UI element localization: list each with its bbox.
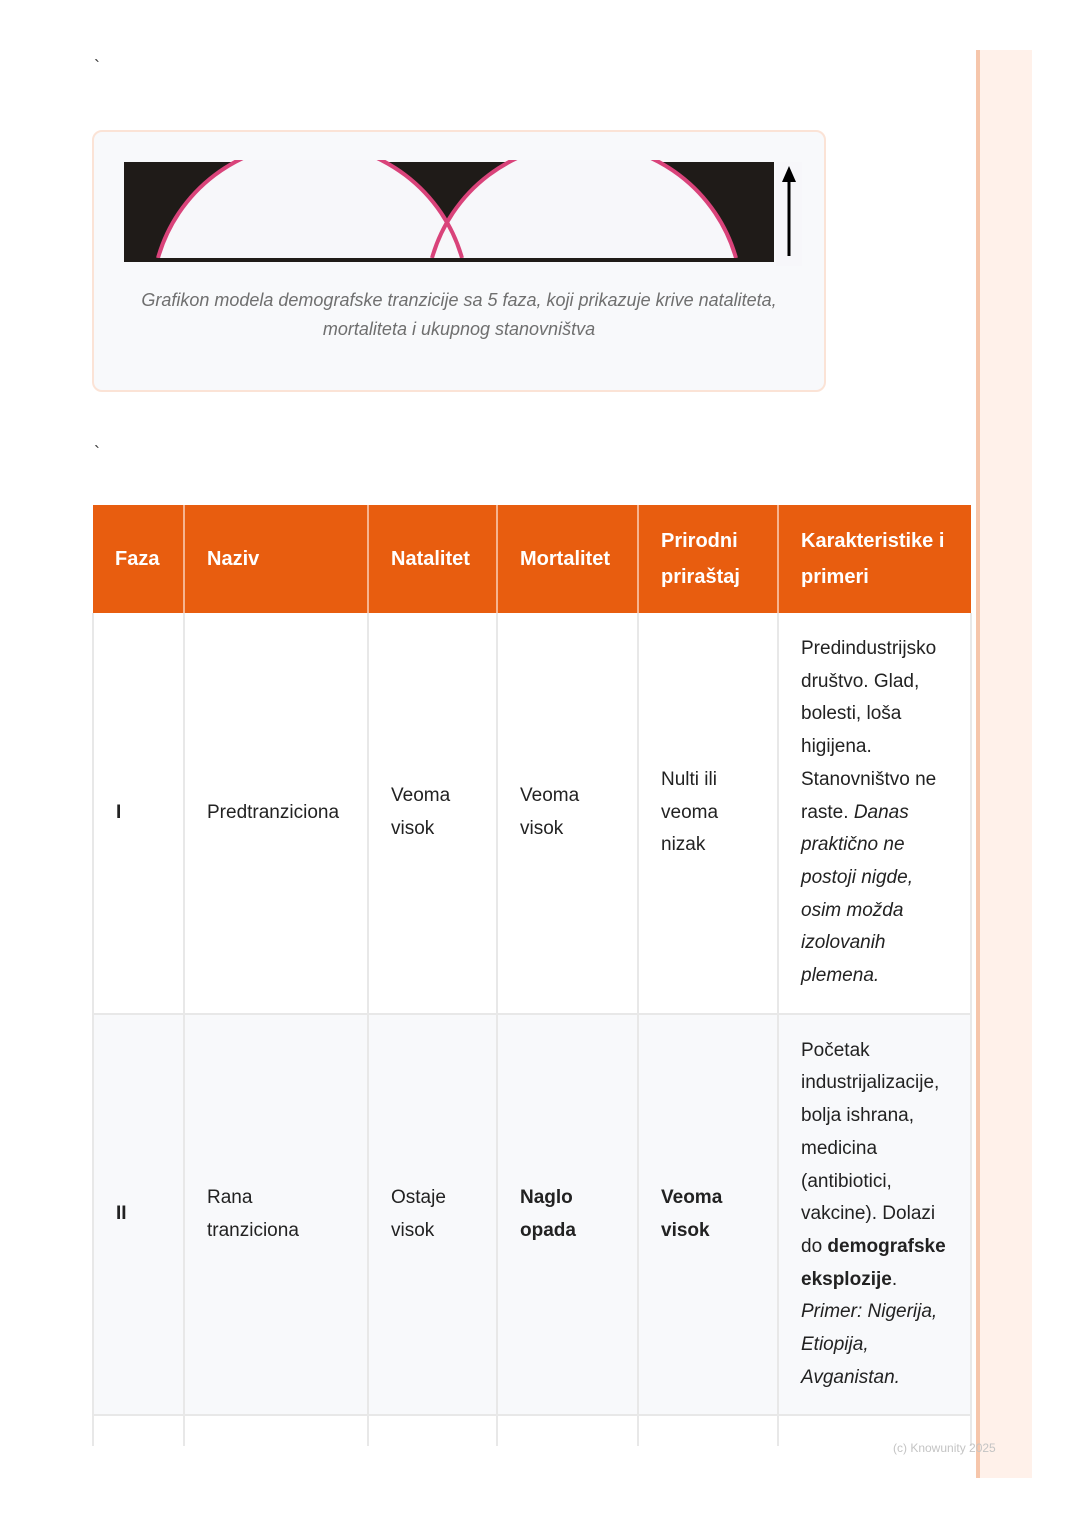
copyright-footer: (c) Knowunity 2025 [893, 1441, 996, 1455]
figure-caption: Grafikon modela demografske tranzicije sa 5 faza, koji prikazuje krive nataliteta, mortaliteta i ukupnog stanovništva [141, 290, 777, 339]
header-prirodni-prirastaj: Prirodni priraštaj [638, 505, 778, 613]
cell-name: Predtranziciona [184, 613, 368, 1014]
table-header-row [93, 505, 971, 613]
demographic-phases-table [92, 505, 972, 1446]
cell-mortalitet: Veoma visok [497, 613, 638, 1014]
description-text: Predindustrijsko društvo. Glad, bolesti, loša higijena. Stanovništvo ne raste. [801, 638, 937, 823]
cell-name: Rana tranziciona [184, 1014, 368, 1416]
backtick-mark-middle: ` [94, 443, 100, 463]
description-text: Početak industrijalizacije, bolja ishrana, medicina (antibiotici, vakcine). Dolazi do [801, 1039, 940, 1257]
figure-card [92, 130, 826, 392]
header-faza: Faza [93, 505, 184, 613]
cell-phase: I [93, 613, 184, 1014]
description-highlight: demografske eksplozije [801, 1235, 946, 1290]
description-example: Primer: Nigerija, Etiopija, Avganistan. [801, 1301, 938, 1388]
cell-description [778, 613, 971, 1014]
table-row [93, 613, 971, 1014]
table-row-partial [93, 1415, 971, 1446]
header-natalitet: Natalitet [368, 505, 497, 613]
cell-prirastaj: Nulti ili veoma nizak [638, 613, 778, 1014]
sidebar-panel [976, 50, 1032, 1478]
demographic-transition-chart [122, 160, 802, 268]
cell-description [778, 1014, 971, 1416]
cell-natalitet: Veoma visok [368, 613, 497, 1014]
header-karakteristike: Karakteristike i primeri [778, 505, 971, 613]
table-row [93, 1014, 971, 1416]
cell-prirastaj: Veoma visok [638, 1014, 778, 1416]
description-example: Danas praktično ne postoji nigde, osim možda izolovanih plemena. [801, 801, 913, 987]
description-period: . [891, 1268, 898, 1290]
header-naziv: Naziv [184, 505, 368, 613]
header-mortalitet: Mortalitet [497, 505, 638, 613]
cell-mortalitet: Naglo opada [497, 1014, 638, 1416]
cell-natalitet: Ostaje visok [368, 1014, 497, 1416]
backtick-mark-top: ` [94, 57, 100, 77]
cell-phase: II [93, 1014, 184, 1416]
